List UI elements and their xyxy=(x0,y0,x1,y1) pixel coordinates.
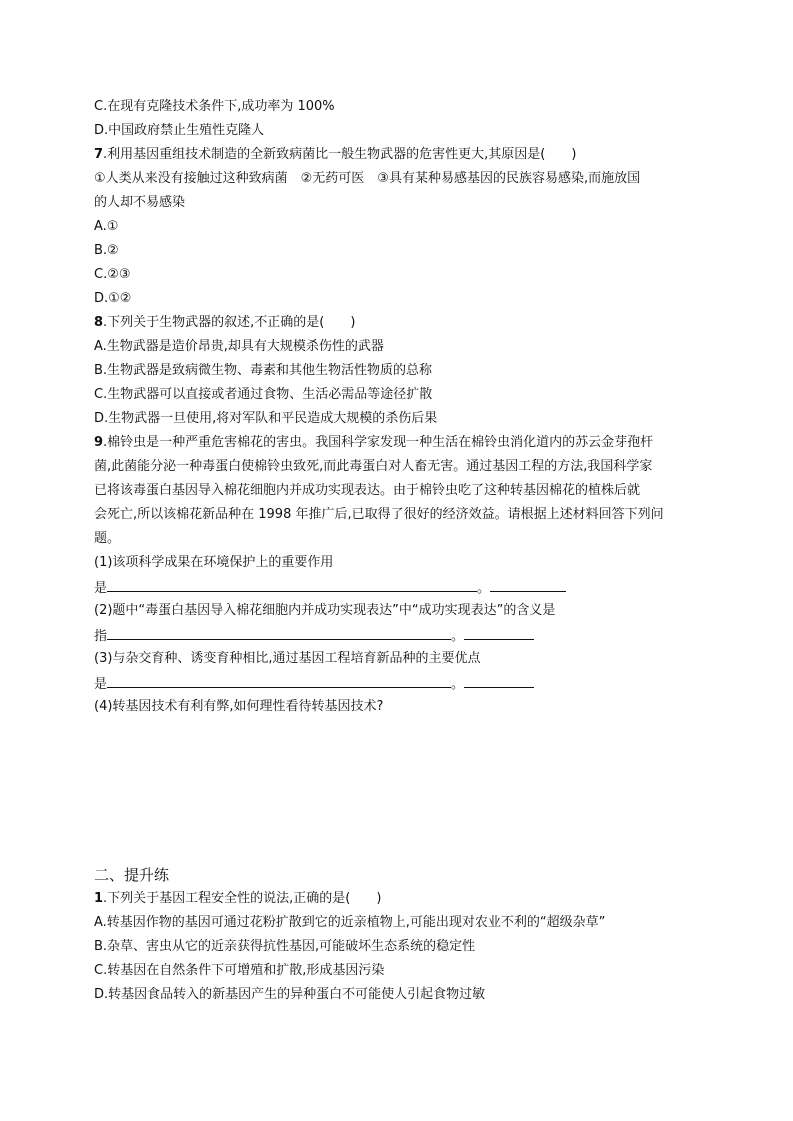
question-9-sub1-blank-tail[interactable] xyxy=(490,577,566,592)
section-2-question-1-number: 1 xyxy=(94,891,104,906)
question-9-para-line1-text: .棉铃虫是一种严重危害棉花的害虫。我国科学家发现一种生活在棉铃虫消化道内的苏云金芽孢杆 xyxy=(103,435,654,450)
section-2-question-1-option-d: D.转基因食品转入的新基因产生的异种蛋白不可能使人引起食物过敏 xyxy=(94,987,486,1002)
question-8-option-a: A.生物武器是造价昂贵,却具有大规模杀伤性的武器 xyxy=(94,339,384,354)
question-7-stem-text: .利用基因重组技术制造的全新致病菌比一般生物武器的危害性更大,其原因是( ) xyxy=(103,147,577,162)
question-9-sub3-blank[interactable] xyxy=(107,673,451,688)
question-9-sub2-blank[interactable] xyxy=(107,625,451,640)
question-9-sub3-lead: 是 xyxy=(94,677,108,692)
question-9-sub1-period: 。 xyxy=(477,581,491,596)
question-7-statements-line1: ①人类从来没有接触过这种致病菌 ②无药可医 ③具有某种易感基因的民族容易感染,而施放国 xyxy=(94,171,641,186)
question-9-sub1-lead: 是 xyxy=(94,581,108,596)
question-7-option-a: A.① xyxy=(94,219,119,234)
question-7-option-d: D.①② xyxy=(94,291,132,306)
question-9-sub2-prompt: (2)题中“毒蛋白基因导入棉花细胞内并成功实现表达”中“成功实现表达”的含义是 xyxy=(94,603,556,618)
question-9-sub2-blank-tail[interactable] xyxy=(464,625,534,640)
question-9-sub2-period: 。 xyxy=(451,629,465,644)
question-9-sub1-prompt: (1)该项科学成果在环境保护上的重要作用 xyxy=(94,555,334,570)
question-7-statements-line2: 的人却不易感染 xyxy=(94,195,186,210)
question-8-stem-text: .下列关于生物武器的叙述,不正确的是( ) xyxy=(103,315,356,330)
question-9-para-line5: 题。 xyxy=(94,531,121,546)
question-7-number: 7 xyxy=(94,147,104,162)
section-2-title: 二、提升练 xyxy=(94,866,170,884)
question-9-sub3-prompt: (3)与杂交育种、诱变育种相比,通过基因工程培育新品种的主要优点 xyxy=(94,651,481,666)
question-8-option-b: B.生物武器是致病微生物、毒素和其他生物活性物质的总称 xyxy=(94,363,433,378)
question-7-option-b: B.② xyxy=(94,243,119,258)
prev-question-option-c: C.在现有克隆技术条件下,成功率为 100% xyxy=(94,99,335,114)
question-9-para-line2: 菌,此菌能分泌一种毒蛋白使棉铃虫致死,而此毒蛋白对人畜无害。通过基因工程的方法,我国科学家 xyxy=(94,459,653,474)
question-8-option-d: D.生物武器一旦使用,将对军队和平民造成大规模的杀伤后果 xyxy=(94,411,438,426)
prev-question-option-d: D.中国政府禁止生殖性克隆人 xyxy=(94,123,265,138)
question-9-para-line3: 已将该毒蛋白基因导入棉花细胞内并成功实现表达。由于棉铃虫吃了这种转基因棉花的植株后就 xyxy=(94,483,641,498)
question-9-para-line1 xyxy=(94,433,653,453)
question-9-sub3-blank-tail[interactable] xyxy=(464,673,534,688)
question-8-option-c: C.生物武器可以直接或者通过食物、生活必需品等途径扩散 xyxy=(94,387,433,402)
question-8-stem xyxy=(94,313,355,333)
question-7-option-c: C.②③ xyxy=(94,267,131,282)
section-2-question-1-stem-text: .下列关于基因工程安全性的说法,正确的是( ) xyxy=(103,891,382,906)
question-9-para-line4: 会死亡,所以该棉花新品种在 1998 年推广后,已取得了很好的经济效益。请根据上述材料回答下列问 xyxy=(94,507,664,522)
question-9-sub3-answer-row xyxy=(94,673,534,693)
question-9-sub1-blank[interactable] xyxy=(107,577,477,592)
question-9-sub3-period: 。 xyxy=(451,677,465,692)
question-7-stem xyxy=(94,145,576,165)
question-9-sub1-answer-row xyxy=(94,577,566,597)
section-2-question-1-option-b: B.杂草、害虫从它的近亲获得抗性基因,可能破坏生态系统的稳定性 xyxy=(94,939,476,954)
question-9-number: 9 xyxy=(94,435,104,450)
section-2-question-1-option-c: C.转基因在自然条件下可增殖和扩散,形成基因污染 xyxy=(94,963,385,978)
question-9-sub2-answer-row xyxy=(94,625,534,645)
section-2-question-1-stem xyxy=(94,889,381,909)
question-9-sub4-prompt: (4)转基因技术有利有弊,如何理性看待转基因技术? xyxy=(94,699,384,714)
question-8-number: 8 xyxy=(94,315,104,330)
section-2-question-1-option-a: A.转基因作物的基因可通过花粉扩散到它的近亲植物上,可能出现对农业不利的“超级杂草” xyxy=(94,915,606,930)
question-9-sub2-lead: 指 xyxy=(94,629,108,644)
